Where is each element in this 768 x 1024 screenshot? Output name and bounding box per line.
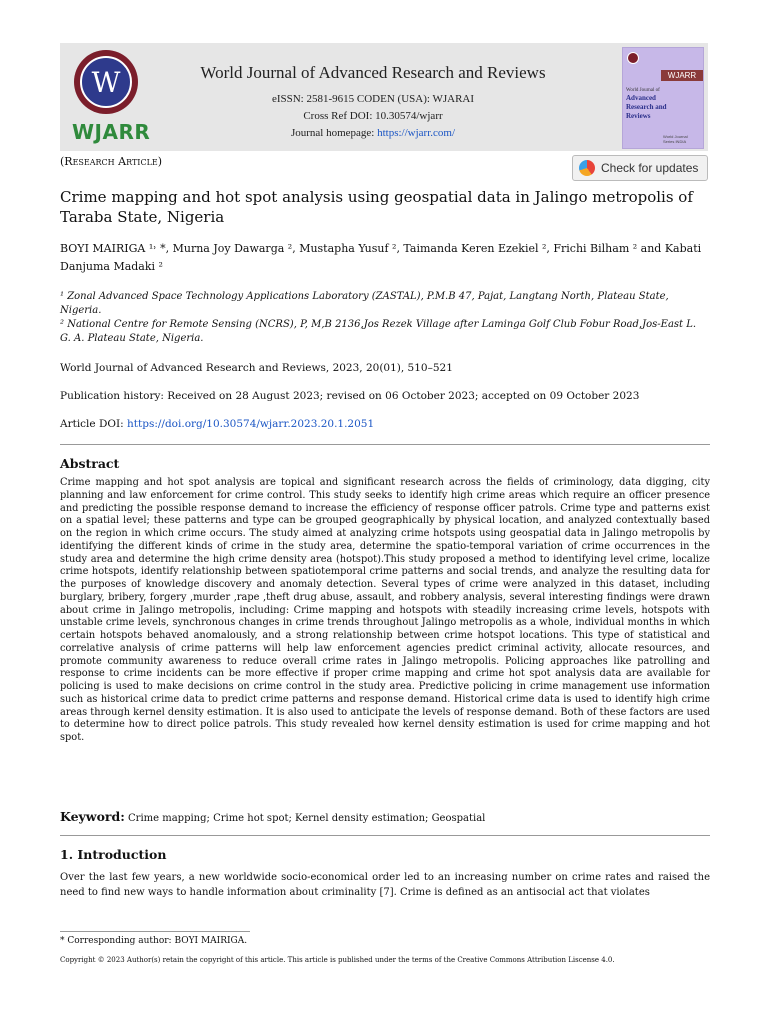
introduction-text: Over the last few years, a new worldwide socio-economical order led to an increasing number on crime rates and raised the need to find new ways to handle information about criminality [7]. Crime is defined as an antisocial act that violates: [60, 872, 710, 898]
affiliation-2: ² National Centre for Remote Sensing (NCRS), P, M,B 2136,Jos Rezek Village after Laminga Golf Club Fobur Road,Jos-East L. G. A. Plateau State, Nigeria.: [60, 319, 697, 344]
abstract-text: Crime mapping and hot spot analysis are topical and significant research across the fields of criminology, data digging, city planning and law enforcement for crime control. This study seeks to identify high crime areas which require an officer presence and predicting the possible response demand to increase the efficiency of response officer patrols. Crime type and patterns exist on a spatial level; these patterns and type can be grouped geographically by physical location, and analyzed contextually based on the region in which crime occurs. The study aimed at analyzing crime hotspots using geospatial data in Jalingo metropolis by identifying the different kinds of crime in the study area, determine the spatio-temporal variation of crime occurrences in the study area and determine the high crime density area (hotspot).This study proposed a method to identifying level crime, localize crime hotspots, identify relationship between spatiotemporal crime patterns and social trends, and analyze the resulting data for the purposes of knowledge discovery and anomaly detection. Several types of crime were analyzed in this dataset, including burglary, bribery, forgery ,murder ,rape ,theft drug abuse, assault, and robbery analysis, several interesting findings were drawn about crime in Jalingo metropolis, including: Crime mapping and hotspots with steadily increasing crime levels, hotspots with unstable crime levels, synchronous changes in crime trends throughout Jalingo metropolis as a whole, individual months in which certain hotspots behaved anomalously, and a strong relationship between crime hotspot locations. This type of statistical and correlative analysis of crime patterns will help law enforcement agencies predict criminal activity, allocate resources, and promote community awareness to reduce overall crime rates in Jalingo metropolis. Policing approaches like patrolling and response to crime incidents can be more effective if proper crime mapping and crime hot spot analysis data are available for policing is used to make decisions on crime control in the study area. Predictive policing in crime management use information such as historical crime data to predict crime patterns and response demand. Historical crime data is used to identify high crime areas through kernel density estimation. It is also used to anticipate the levels of response demand. Both of these factors are used to determine how to direct police patrols. This study revealed how kernel density estimation is used for crime mapping and hot spot.: [60, 477, 710, 743]
homepage-label: Journal homepage:: [290, 127, 378, 139]
logo-text: WJARR: [72, 120, 151, 144]
cover-foot: World Journal Series INDIA: [663, 134, 688, 144]
divider: [60, 835, 710, 836]
doi-link[interactable]: https://doi.org/10.30574/wjarr.2023.20.1.2051: [127, 418, 375, 430]
author-list: BOYI MAIRIGA ¹˒ *, Murna Joy Dawarga ², Mustapha Yusuf ², Taimanda Keren Ezekiel ², Frichi Bilham ² and Kabati Danjuma Madaki ²: [60, 242, 702, 273]
cover-band: WJARR: [661, 70, 703, 81]
cover-title-line: Reviews: [626, 112, 651, 120]
cover-title-line: Research and: [626, 103, 667, 111]
footnote-divider: [60, 931, 250, 932]
article-doi: [60, 418, 710, 430]
crossmark-icon: [579, 160, 595, 176]
journal-title: World Journal of Advanced Research and Reviews: [200, 63, 546, 82]
affiliation-1: ¹ Zonal Advanced Space Technology Applications Laboratory (ZASTAL), P.M.B 47, Pajat, Langtang North, Plateau State, Nigeria.: [60, 291, 669, 316]
check-for-updates-label: Check for updates: [601, 161, 699, 175]
journal-header: [60, 43, 708, 151]
keywords: [60, 809, 710, 824]
copyright-notice: Copyright © 2023 Author(s) retain the copyright of this article. This article is published under the terms of the Creative Commons Attribution Liscense 4.0.: [60, 956, 615, 964]
introduction-heading: 1. Introduction: [60, 847, 167, 862]
corresponding-author: * Corresponding author: BOYI MAIRIGA.: [60, 936, 248, 946]
cover-title-line: Advanced: [626, 94, 656, 102]
check-for-updates-button[interactable]: [572, 155, 708, 181]
cover-title: [626, 94, 700, 121]
logo-emblem: [74, 50, 138, 114]
doi-label: Article DOI:: [60, 418, 128, 430]
journal-cover-thumbnail: [622, 47, 704, 149]
divider: [60, 444, 710, 445]
crossref-doi-line: Cross Ref DOI: 10.30574/wjarr: [303, 110, 443, 122]
keyword-list: Crime mapping; Crime hot spot; Kernel density estimation; Geospatial: [124, 813, 486, 824]
logo-letter: W: [80, 56, 132, 108]
homepage-line: [160, 127, 586, 139]
homepage-link[interactable]: https://wjarr.com/: [377, 127, 456, 139]
journal-logo: [68, 50, 152, 150]
keyword-label: Keyword:: [60, 809, 125, 824]
issn-line: eISSN: 2581-9615 CODEN (USA): WJARAI: [271, 93, 475, 105]
cover-small-text: World Journal of: [626, 88, 660, 93]
article-title: Crime mapping and hot spot analysis using geospatial data in Jalingo metropolis of Taraba State, Nigeria: [60, 188, 693, 226]
abstract-heading: Abstract: [60, 456, 120, 471]
citation: World Journal of Advanced Research and Reviews, 2023, 20(01), 510–521: [60, 362, 453, 374]
cover-logo-icon: [627, 52, 639, 64]
publication-history: Publication history: Received on 28 August 2023; revised on 06 October 2023; accepted on 09 October 2023: [60, 390, 640, 402]
article-type: (Research Article): [60, 155, 163, 168]
